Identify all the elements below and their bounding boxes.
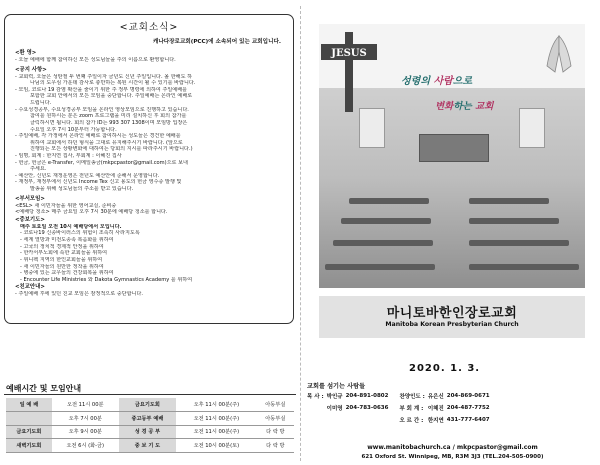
staff-cell: 박인규 — [326, 394, 343, 400]
slogan-line-2: 변화하는 교회 — [435, 101, 494, 112]
staff-row — [307, 414, 493, 426]
cover-image — [319, 24, 585, 288]
list-item: - 수요성경공부, 수요성경공부 모임을 온라인 영상모임으로 진행하고 있습니다. — [15, 106, 189, 113]
services-divider — [4, 394, 296, 395]
pew — [325, 264, 435, 270]
staff-cell: 204-891-0802 — [345, 393, 389, 399]
staff-cell: 오 르 간 : — [399, 418, 424, 424]
cleaning-line: <예배당 청소> 매주 금요일 오후 7시 30분에 예배당 청소를 합니다. — [15, 209, 168, 216]
table-cell: 일 예 배 — [6, 398, 52, 412]
table-cell: 오전 6시 (화-금) — [52, 439, 119, 453]
staff-cell — [346, 414, 392, 426]
church-name-english: Manitoba Korean Presbyterian Church — [385, 321, 519, 328]
bulletin-date: 2020. 1. 3. — [409, 363, 481, 374]
list-item: 참여를 원하시는 분은 zoom 프로그램을 미리 설치하신 후 회의 참가를 — [30, 113, 187, 120]
table-cell — [6, 412, 52, 426]
pew — [469, 264, 579, 270]
fold-divider — [300, 6, 301, 461]
visitation-line: - 주일예배 후에 있던 친교 모임은 잠정적으로 중단합니다. — [15, 291, 143, 298]
slogan-line-1: 성령의 사람으로 — [401, 76, 473, 87]
staff-cell: 이미영 — [326, 406, 343, 412]
table-cell: 오후 9시 00분 — [52, 425, 119, 439]
table-row — [6, 425, 294, 439]
list-item: 수요일 오후 7시 10분부터 가능합니다. — [30, 126, 117, 133]
news-subtitle: 캐나다장로교회(PCC)에 소속되어 있는 교회입니다. — [152, 39, 281, 45]
table-row — [6, 412, 294, 426]
svg-text:JESUS: JESUS — [331, 48, 367, 59]
window — [519, 108, 545, 148]
pew — [469, 198, 549, 204]
news-title: <교회소식> — [119, 22, 179, 33]
staff-cell: 찬양인도 : — [399, 394, 425, 400]
list-item: 주세요. — [30, 166, 47, 173]
table-cell: 오전 11시 00분 — [52, 398, 119, 412]
table-cell: 다 락 방 — [257, 425, 294, 439]
staff-cell: 목 사 : — [307, 394, 324, 400]
list-item: 매주 토요일 오전 10시 예배당에서 모입니다. — [20, 223, 122, 230]
table-cell: 오전 11시 00분(주) — [176, 412, 257, 426]
cover-page — [305, 0, 600, 465]
table-row — [6, 439, 294, 453]
staff-row — [307, 390, 493, 402]
table-cell: 오후 7시 00분 — [52, 412, 119, 426]
list-item: - 한카서부노회에 속한 교회들을 위하여 — [20, 250, 108, 257]
pew — [341, 218, 431, 224]
list-item: - 병중에 있는 교우들의 건강회복을 위하여 — [20, 270, 114, 277]
list-item: - 재정부, 재정부에서 신년도 Income Tex 신고 용도의 헌금 영수증 발행 및 — [15, 179, 182, 186]
groups-heading: <부서모임> — [15, 195, 45, 202]
services-table — [6, 398, 294, 453]
website-email[interactable]: www.manitobachurch.ca / mkpcpastor@gmail.com — [367, 444, 538, 451]
list-item: - 위니펙 지역의 한인교회들을 위하여 — [20, 256, 103, 263]
esl-line: <ESL> 새 이민자들을 위한 영어교실, 준비중 — [15, 202, 117, 209]
staff-cell: 431-777-6407 — [446, 417, 490, 423]
staff-table — [307, 390, 493, 426]
prayer-list — [15, 224, 291, 283]
list-item: - 세계 열방과 미전도종족 복음화를 위하여 — [20, 237, 114, 244]
list-item: - 임명, 회계 : 한지연 집사, 부회계 : 이혜진 집사 — [15, 152, 122, 159]
jesus-cross-logo — [321, 32, 377, 112]
notices-heading: <공지 사항> — [15, 66, 47, 73]
table-cell: 오전 11시 00분(주) — [176, 425, 257, 439]
pew — [469, 218, 559, 224]
welcome-line: - 오늘 예배에 함께 참여하신 모든 성도님들을 주의 이름으로 환영합니다. — [15, 57, 176, 64]
staff-cell: 한지연 — [427, 418, 444, 424]
notices-list — [15, 74, 291, 193]
list-item: 클릭하시면 됩니다. 회의 참가 ID는 993 307 1308이며 모임방 입장은 — [30, 119, 188, 126]
church-address: 621 Oxford St. Winnipeg, MB, R3M 3J3 (TEL.204-505-0900) — [361, 454, 544, 460]
church-name-band — [319, 296, 585, 338]
list-item: - 새 이민자들의 원만한 정착을 위하여 — [20, 263, 104, 270]
news-body — [15, 49, 291, 298]
staff-cell — [327, 414, 346, 426]
table-row — [6, 398, 294, 412]
praying-hands-icon — [539, 32, 579, 76]
list-item: - 헌금, 헌금은 e-Transfer, 이메일송금(mkpcpastor@gmail.com)으로 보내 — [15, 159, 188, 166]
list-item: 나님의 도우심 가운데 감사로 충만하는 복된 시간이 될 수 있기를 바랍니다. — [30, 80, 196, 87]
pulpit — [419, 134, 489, 162]
list-item: - 코로나19 신종바이러스의 위험이 조속히 사라지도록 — [20, 230, 140, 237]
services-title: 예배시간 및 모임안내 — [6, 384, 82, 393]
list-item: 발송을 위해 성도님들의 주소를 받고 있습니다. — [30, 186, 134, 192]
sanctuary-photo — [319, 88, 585, 288]
staff-cell: 부 회 계 : — [399, 406, 424, 412]
table-cell: 중 보 기 도 — [119, 439, 176, 453]
list-item: 위하여 교회에서 하던 형식을 그대로 유지해주시기 바랍니다. (앞으로 — [30, 139, 183, 146]
list-item: - 교회력, 오늘은 성탄절 두 번째 주일이자 금년도 신년 주일입니다. 올 한해도 하 — [15, 73, 193, 80]
table-cell: 새벽기도회 — [6, 439, 52, 453]
news-box — [4, 14, 294, 324]
staff-row — [307, 402, 493, 414]
list-item: - 주일예배, 각 가정에서 온라인 예배로 참여하시는 성도들은 경건한 예배를 — [15, 133, 181, 140]
staff-cell — [307, 402, 327, 414]
list-item: 드립니다. — [30, 100, 52, 107]
table-cell: 금요기도회 — [119, 398, 176, 412]
table-cell: 다 락 방 — [257, 439, 294, 453]
staff-cell: 이혜진 — [427, 406, 444, 412]
prayer-heading: <중보기도> — [15, 216, 45, 223]
staff-cell: 204-869-0671 — [446, 393, 490, 399]
staff-cell: 204-783-0636 — [345, 405, 389, 411]
table-cell: 성 경 공 부 — [119, 425, 176, 439]
table-cell: 중고등부 예배 — [119, 412, 176, 426]
window — [359, 108, 385, 148]
pew — [469, 240, 569, 246]
list-item: - 고국의 정치적 경제적 안정을 위하여 — [20, 243, 104, 250]
list-item: - Encounter Life Ministries 와 Dakota Gymnastics Academy 를 위하여 — [20, 276, 193, 283]
staff-cell — [307, 414, 327, 426]
list-item: 진행되는 모든 상황변화에 대하여는 당회의 지시를 따라주시기 바랍니다.) — [30, 146, 193, 153]
table-cell: 금요기도회 — [6, 425, 52, 439]
pew — [333, 240, 433, 246]
church-name-korean: 마니토바한인장로교회 — [386, 306, 518, 321]
staff-cell: 204-487-7752 — [446, 405, 490, 411]
welcome-heading: <환 영> — [15, 50, 37, 56]
pew — [349, 198, 429, 204]
table-cell: 아동부실 — [257, 412, 294, 426]
list-item: 포함한 교회 안에서의 모든 모임을 중단합니다. 주일예배는 온라인 예배로 — [30, 93, 193, 100]
table-cell: 아동부실 — [257, 398, 294, 412]
visitation-heading: <친교안내> — [15, 284, 45, 291]
table-cell: 오전 10시 00분(토) — [176, 439, 257, 453]
list-item: - 모임, 코로나 19 감염 확산을 줄이기 위한 주 정부 명령에 의하여 주일예배를 — [15, 86, 188, 93]
staff-title: 교회를 섬기는 사람들 — [307, 383, 366, 390]
list-item: - 예산안, 신년도 재정운영은 전년도 예산안에 준해서 운영합니다. — [15, 172, 160, 179]
staff-cell: 유은신 — [427, 394, 444, 400]
table-cell: 오후 11시 00분(주) — [176, 398, 257, 412]
